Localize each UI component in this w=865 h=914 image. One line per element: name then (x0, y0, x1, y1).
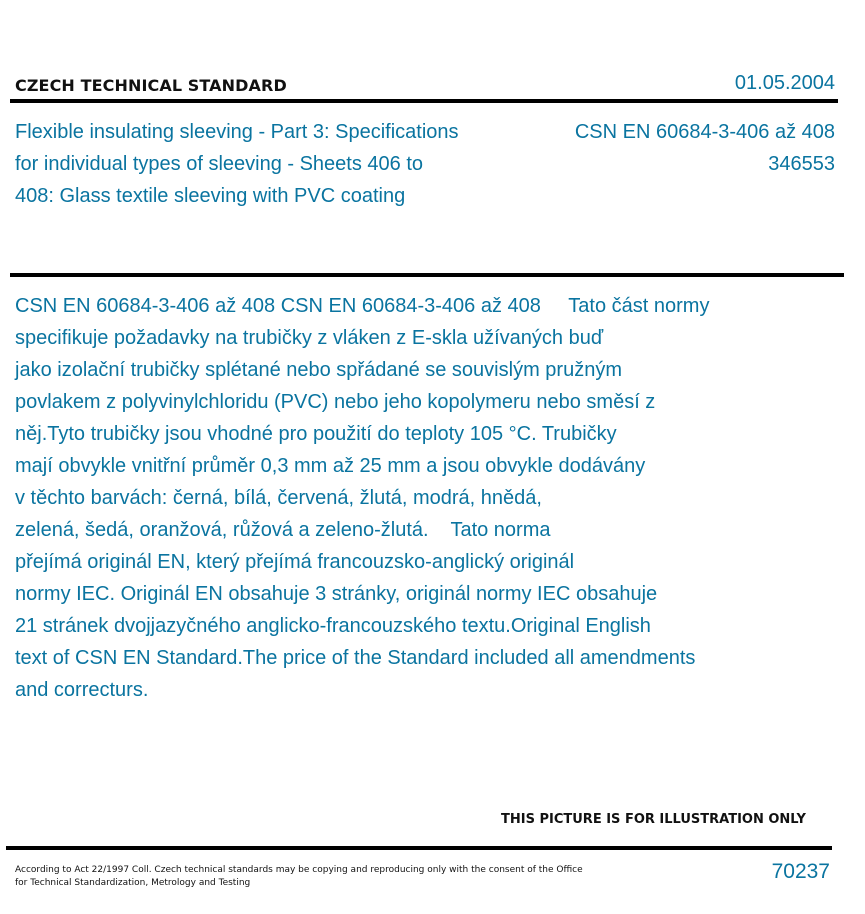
title-line: Flexible insulating sleeving - Part 3: Specifications (15, 121, 459, 143)
legal-line: for Technical Standardization, Metrology and Testing (15, 878, 251, 888)
catalog-number: 346553 (768, 153, 835, 175)
abstract-line: mají obvykle vnitřní průměr 0,3 mm až 25 mm a jsou obvykle dodávány (15, 455, 646, 477)
document-title (15, 116, 535, 212)
publication-date: 01.05.2004 (734, 72, 835, 94)
legal-notice (15, 864, 585, 890)
title-line: 408: Glass textile sleeving with PVC coating (15, 185, 406, 207)
abstract-line: v těchto barvách: černá, bílá, červená, žlutá, modrá, hnědá, (15, 487, 542, 509)
standard-number: CSN EN 60684-3-406 až 408 (574, 121, 835, 143)
abstract-line: and correcturs. (15, 679, 149, 701)
abstract-line: přejímá originál EN, který přejímá francouzsko-anglický originál (15, 551, 575, 573)
legal-line: According to Act 22/1997 Coll. Czech technical standards may be copying and reproducing only with the consent of the Office (15, 865, 583, 875)
abstract-line: specifikuje požadavky na trubičky z vláken z E-skla užívaných buď (15, 327, 604, 349)
reference-block (575, 116, 835, 180)
title-line: for individual types of sleeving - Sheets 406 to (15, 153, 424, 175)
title-divider (10, 273, 844, 277)
abstract-line: něj.Tyto trubičky jsou vhodné pro použití do teploty 105 °C. Trubičky (15, 423, 617, 445)
standard-brand: CZECH TECHNICAL STANDARD (15, 76, 287, 95)
footer-divider (6, 846, 832, 850)
header-divider (10, 99, 838, 103)
abstract-line: normy IEC. Originál EN obsahuje 3 stránky, originál normy IEC obsahuje (15, 583, 658, 605)
abstract-line: CSN EN 60684-3-406 až 408 CSN EN 60684-3-406 až 408 Tato část normy (15, 295, 710, 317)
abstract-line: 21 stránek dvojjazyčného anglicko-francouzského textu.Original English (15, 615, 651, 637)
document-code: 70237 (771, 860, 830, 883)
abstract-line: text of CSN EN Standard.The price of the Standard included all amendments (15, 647, 696, 669)
illustration-note: THIS PICTURE IS FOR ILLUSTRATION ONLY (501, 812, 806, 827)
abstract-line: povlakem z polyvinylchloridu (PVC) nebo jeho kopolymeru nebo směsí z (15, 391, 656, 413)
abstract-line: zelená, šedá, oranžová, růžová a zeleno-žlutá. Tato norma (15, 519, 551, 541)
abstract-text (15, 290, 785, 706)
abstract-line: jako izolační trubičky splétané nebo spřádané se souvislým pružným (15, 359, 622, 381)
